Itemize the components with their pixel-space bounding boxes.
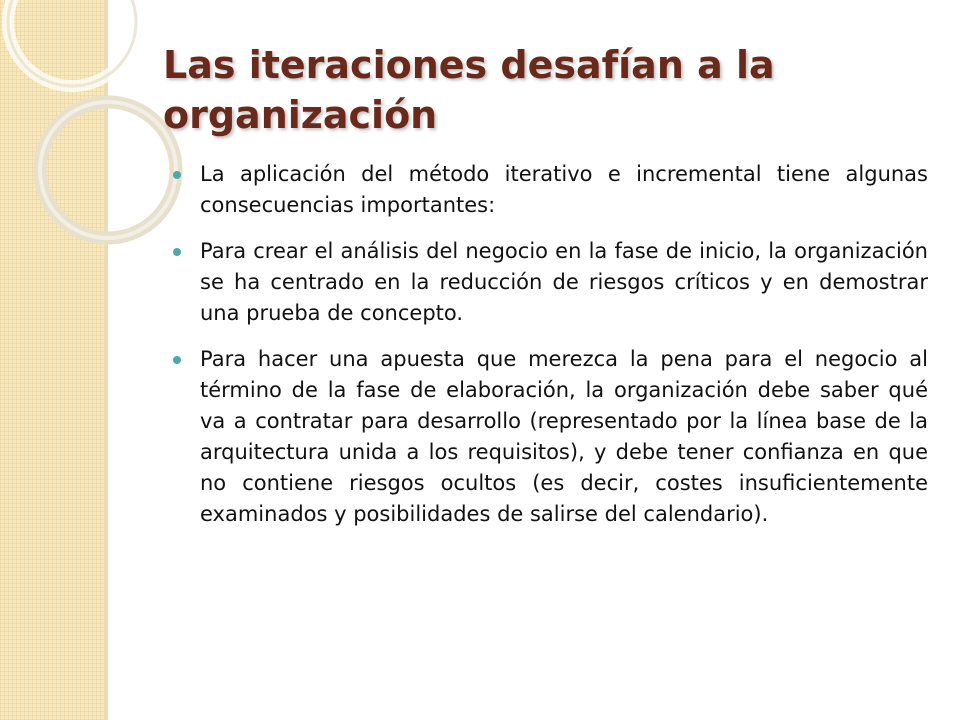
bullet-list <box>173 159 928 545</box>
bullet-item <box>173 344 928 530</box>
bullet-text: Para crear el análisis del negocio en la fase de inicio, la organización se ha centrado en la reducción de riesgos críticos y en demostrar una prueba de concepto. <box>200 239 928 325</box>
bullet-marker <box>173 356 181 364</box>
bullet-text: La aplicación del método iterativo e incremental tiene algunas consecuencias importantes: <box>200 162 928 217</box>
bullet-item <box>173 236 928 329</box>
bullet-item <box>173 159 928 221</box>
slide-title: Las iteraciones desafían a la organización <box>163 43 775 137</box>
bullet-marker <box>173 171 181 179</box>
bullet-marker <box>173 248 181 256</box>
bullet-text: Para hacer una apuesta que merezca la pena para el negocio al término de la fase de elaboración, la organización debe saber qué va a contratar para desarrollo (representado por la línea base de la arquitectura unida a los requisitos), y debe tener confianza en que no contiene riesgos ocultos (es decir, costes insuficientemente examinados y posibilidades de salirse del calendario). <box>200 347 928 526</box>
